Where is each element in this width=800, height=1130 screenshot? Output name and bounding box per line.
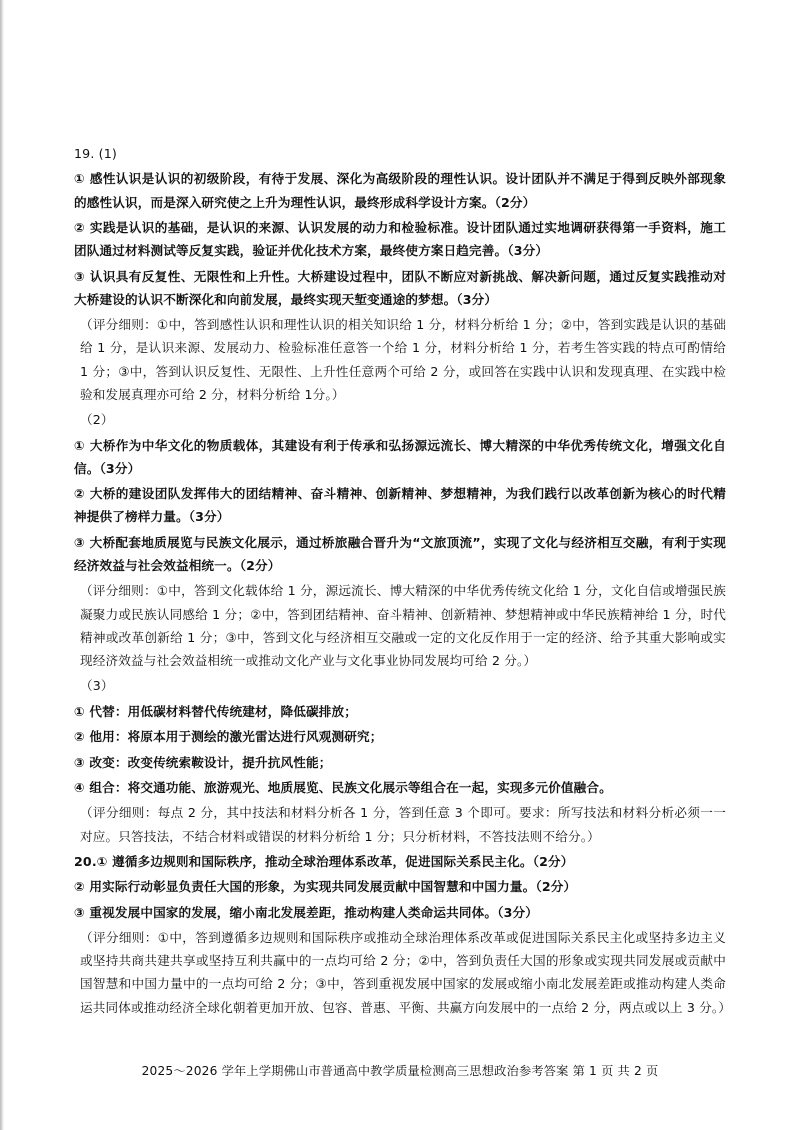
answer-point: ③ 大桥配套地质展览与民族文化展示，通过桥旅融合晋升为“文旅顶流”，实现了文化与经济相互交融，有利于实现经济效益与社会效益相统一。（2分）: [74, 534, 726, 573]
answer-point: ① 大桥作为中华文化的物质载体，其建设有利于传承和弘扬源远流长、博大精深的中华优秀传统文化，增强文化自信。（3分）: [74, 437, 726, 476]
answer-point: ① 代替：用低碳材料替代传统建材，降低碳排放；: [74, 703, 357, 719]
scoring-details: （评分细则：①中，答到遵循多边规则和国际秩序或推动全球治理体系改革或促进国际关系民主化或坚持多边主义或坚持共商共建共享或坚持互利共赢中的一点均可给 2 分；②中，答到负责任大国的形象或实现共同发展或贡献中国智慧和中国力量中的一点均可给 2 分；③中，答到重视发展中国家的发展或缩小南北发展差距或推动构建人类命运共同体或推动经济全球化朝着更加开放、包容、普惠、平衡、共赢方向发展中的一点给 2 分，两点或以上 3 分。）: [80, 930, 732, 1015]
answer-point: ① 感性认识是认识的初级阶段，有待于发展、深化为高级阶段的理性认识。设计团队并不满足于得到反映外部现象的感性认识，而是深入研究使之上升为理性认识，最终形成科学设计方案。（2分）: [74, 171, 726, 210]
scoring-details: （评分细则：①中，答到文化载体给 1 分，源远流长、博大精深的中华优秀传统文化给 1 分，文化自信或增强民族凝聚力或民族认同感给 1 分；②中，答到团结精神、奋斗精神、创新精神、梦想精神或中华民族精神给 1 分，时代精神或改革创新给 1 分；③中，答到文化与经济相互交融或一定的文化反作用于一定的经济、给予其重大影响或实现经济效益与社会效益相统一或推动文化产业与文化事业协同发展均可给 2 分。）: [80, 583, 726, 668]
answer-point: ② 他用：将原本用于测绘的激光雷达进行风观测研究；: [74, 729, 383, 745]
answer-key-document: [74, 142, 732, 1021]
answer-point: ② 用实际行动彰显负责任大国的形象，为实现共同发展贡献中国智慧和中国力量。（2分）: [74, 879, 577, 895]
answer-point: ③ 认识具有反复性、无限性和上升性。大桥建设过程中，团队不断应对新挑战、解决新问题，通过反复实践推动对大桥建设的认识不断深化和向前发展，最终实现天堑变通途的梦想。（3分）: [74, 268, 726, 307]
answer-point: ③ 重视发展中国家的发展，缩小南北发展差距，推动构建人类命运共同体。（3分）: [74, 904, 538, 920]
question-19-part-1-heading: 19. (1): [74, 146, 117, 161]
scoring-details: （评分细则：①中，答到感性认识和理性认识的相关知识给 1 分，材料分析给 1 分；②中，答到实践是认识的基础给 1 分，是认识来源、发展动力、检验标准任意答一个给 1 分，材料分析给 1 分，若考生答实践的特点可酌情给 1 分；③中，答到认识反复性、无限性、上升性任意两个可给 2 分，或回答在实践中认识和发现真理、在实践中检验和发展真理亦可给 2 分，材料分析给 1分。）: [80, 317, 726, 402]
page-edge-shadow: [0, 0, 4, 1130]
question-19-part-2-heading: （2）: [80, 412, 114, 428]
question-19-part-3-heading: （3）: [80, 678, 114, 694]
answer-point: ④ 组合：将交通功能、旅游观光、地质展览、民族文化展示等组合在一起，实现多元价值融合。: [74, 779, 612, 795]
page-footer: 2025～2026 学年上学期佛山市普通高中教学质量检测高三思想政治参考答案 第 1 页 共 2 页: [141, 1064, 659, 1078]
answer-point: ② 大桥的建设团队发挥伟大的团结精神、奋斗精神、创新精神、梦想精神，为我们践行以改革创新为核心的时代精神提供了榜样力量。（3分）: [74, 486, 726, 525]
answer-point: ② 实践是认识的基础，是认识的来源、认识发展的动力和检验标准。设计团队通过实地调研获得第一手资料，施工团队通过材料测试等反复实践，验证并优化技术方案，最终使方案日趋完善。（3分）: [74, 219, 726, 259]
answer-point: ③ 改变：改变传统索鞍设计，提升抗风性能；: [74, 754, 332, 770]
scoring-details: （评分细则：每点 2 分，其中技法和材料分析各 1 分，答到任意 3 个即可。要求：所写技法和材料分析必须一一对应。只答技法，不结合材料或错误的材料分析给 1 分；只分析材料，不答技法则不给分。）: [80, 805, 726, 844]
question-20-answer-point: 20.① 遵循多边规则和国际秩序，推动全球治理体系改革，促进国际关系民主化。（2分）: [74, 853, 574, 869]
